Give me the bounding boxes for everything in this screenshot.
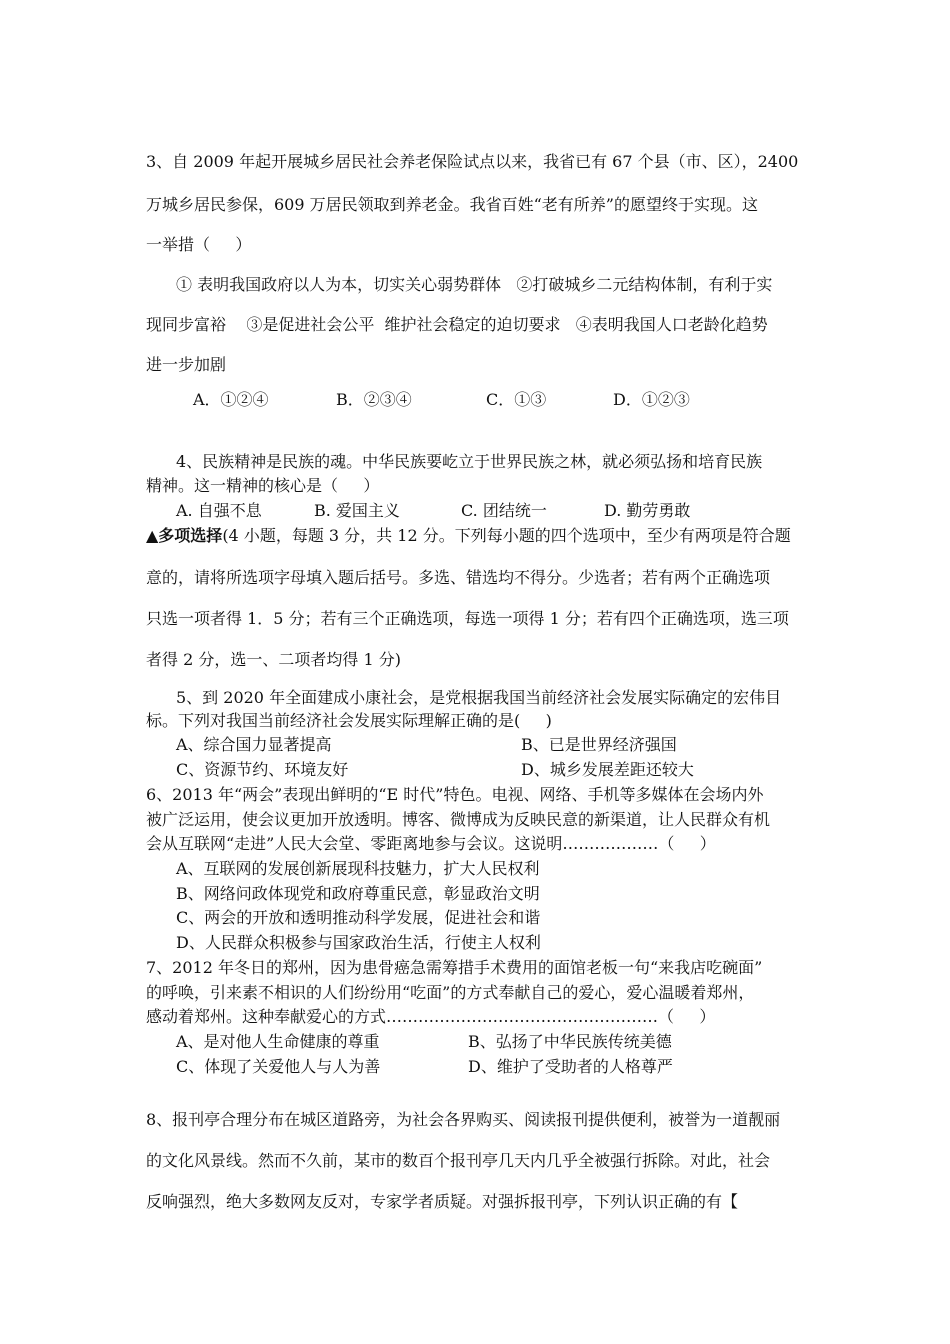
- q6-option-d: D、人民群众积极参与国家政治生活，行使主人权利: [176, 933, 541, 952]
- q6-line-3: 会从互联网“走进”人民大会堂、零距离地参与会议。这说明………………（ ）: [146, 834, 716, 853]
- q3-statement-line-2: 现同步富裕 ③是促进社会公平 维护社会稳定的迫切要求 ④表明我国人口老龄化趋势: [146, 315, 768, 334]
- q5-option-d: D、城乡发展差距还较大: [521, 760, 694, 779]
- q6-line-2: 被广泛运用，使会议更加开放透明。博客、微博成为反映民意的新渠道，让人民群众有机: [146, 810, 771, 829]
- q7-option-b: B、弘扬了中华民族传统美德: [468, 1032, 672, 1051]
- q5-option-a: A、综合国力显著提高: [176, 735, 332, 754]
- q5-line-1: 5、到 2020 年全面建成小康社会，是党根据我国当前经济社会发展实际确定的宏伟目: [176, 688, 782, 707]
- q5-line-2: 标。下列对我国当前经济社会发展实际理解正确的是( ): [146, 711, 552, 730]
- q3-line-2: 万城乡居民参保，609 万居民领取到养老金。我省百姓“老有所养”的愿望终于实现。这: [146, 195, 758, 214]
- q3-line-1: 3、自 2009 年起开展城乡居民社会养老保险试点以来，我省已有 67 个县（市、区），2400: [146, 152, 799, 171]
- q7-option-c: C、体现了关爱他人与人为善: [176, 1057, 381, 1076]
- section-heading: ▲多项选择: [146, 526, 223, 545]
- q4-option-b: B. 爱国主义: [314, 501, 400, 520]
- q7-line-2: 的呼唤，引来素不相识的人们纷纷用“吃面”的方式奉献自己的爱心，爱心温暖着郑州，: [146, 983, 755, 1002]
- q5-option-c: C、资源节约、环境友好: [176, 760, 349, 779]
- q3-option-d: D．①②③: [613, 390, 690, 409]
- q4-option-c: C. 团结统一: [461, 501, 547, 520]
- section-instructions-line-1: [146, 526, 791, 546]
- q3-statement-line-3: 进一步加剧: [146, 355, 227, 374]
- q3-option-b: B．②③④: [336, 390, 412, 409]
- q7-line-3: 感动着郑州。这种奉献爱心的方式……………………………………………（ ）: [146, 1007, 716, 1026]
- section-instructions-line-4: 者得 2 分，选一、二项者均得 1 分): [146, 650, 401, 669]
- q5-option-b: B、已是世界经济强国: [521, 735, 677, 754]
- section-instructions-text: (4 小题，每题 3 分，共 12 分。下列每小题的四个选项中，至少有两项是符合题: [222, 526, 791, 545]
- q7-option-a: A、是对他人生命健康的尊重: [176, 1032, 380, 1051]
- q4-option-d: D. 勤劳勇敢: [604, 501, 691, 520]
- q6-option-a: A、互联网的发展创新展现科技魅力，扩大人民权利: [176, 859, 540, 878]
- section-instructions-line-2: 意的，请将所选项字母填入题后括号。多选、错选均不得分。少选者；若有两个正确选项: [146, 568, 771, 587]
- q7-option-d: D、维护了受助者的人格尊严: [468, 1057, 673, 1076]
- q3-statement-line-1: ① 表明我国政府以人为本，切实关心弱势群体 ②打破城乡二元结构体制，有利于实: [176, 275, 773, 294]
- q3-option-a: A．①②④: [193, 390, 269, 409]
- q4-line-1: 4、民族精神是民族的魂。中华民族要屹立于世界民族之林，就必须弘扬和培育民族: [176, 452, 763, 471]
- q8-line-3: 反响强烈，绝大多数网友反对，专家学者质疑。对强拆报刊亭，下列认识正确的有【: [146, 1192, 739, 1211]
- q6-option-c: C、两会的开放和透明推动科学发展，促进社会和谐: [176, 908, 541, 927]
- q8-line-1: 8、报刊亭合理分布在城区道路旁，为社会各界购买、阅读报刊提供便利，被誉为一道靓丽: [146, 1110, 781, 1129]
- section-instructions-line-3: 只选一项者得 1．5 分；若有三个正确选项，每选一项得 1 分；若有四个正确选项，选三项: [146, 609, 789, 628]
- q3-line-3: 一举措（ ）: [146, 235, 252, 254]
- q4-option-a: A. 自强不息: [176, 501, 262, 520]
- q8-line-2: 的文化风景线。然而不久前，某市的数百个报刊亭几天内几乎全被强行拆除。对此，社会: [146, 1151, 771, 1170]
- q6-option-b: B、网络问政体现党和政府尊重民意，彰显政治文明: [176, 884, 540, 903]
- q3-option-c: C．①③: [486, 390, 547, 409]
- q7-line-1: 7、2012 年冬日的郑州，因为患骨癌急需筹措手术费用的面馆老板一句“来我店吃碗面”: [146, 958, 763, 977]
- q4-line-2: 精神。这一精神的核心是（ ）: [146, 476, 380, 495]
- q6-line-1: 6、2013 年“两会”表现出鲜明的“E 时代”特色。电视、网络、手机等多媒体在会场内外: [146, 785, 764, 804]
